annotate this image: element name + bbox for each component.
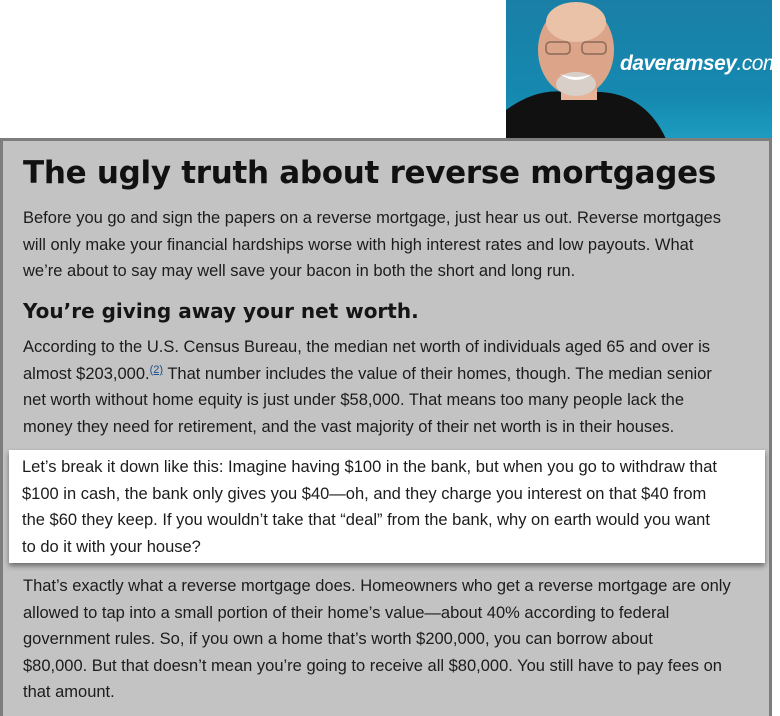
text-line: $100 in cash, the bank only gives you $40—oh, and they charge you interest on that $40 from (22, 484, 707, 503)
highlighted-callout (9, 450, 765, 563)
text-line: we’re about to say may well save your bacon in both the short and long run. (23, 262, 576, 280)
article-title: The ugly truth about reverse mortgages (23, 155, 717, 191)
article-panel (0, 138, 772, 716)
text: That number includes the value of their homes, though. The median senior (163, 364, 712, 383)
intro-paragraph (23, 205, 721, 285)
section-heading: You’re giving away your net worth. (23, 299, 419, 323)
text-line: Before you go and sign the papers on a reverse mortgage, just hear us out. Reverse mortgages (23, 209, 721, 227)
net-worth-paragraph (23, 334, 712, 440)
text-line: net worth without home equity is just under $58,000. That means too many people lack the (23, 391, 685, 409)
text-line (23, 361, 712, 388)
text-line: Let’s break it down like this: Imagine having $100 in the bank, but when you go to withdraw that (22, 458, 717, 476)
reverse-mortgage-paragraph (23, 573, 731, 706)
text-line: $80,000. But that doesn’t mean you’re going to receive all $80,000. You still have to pay fees on (23, 656, 722, 675)
text-line: That’s exactly what a reverse mortgage does. Homeowners who get a reverse mortgage are only (23, 577, 731, 595)
dave-ramsey-banner (506, 0, 780, 139)
text-line: According to the U.S. Census Bureau, the median net worth of individuals aged 65 and over is (23, 338, 710, 356)
footnote-link[interactable]: (2) (149, 363, 164, 376)
text-line: money they need for retirement, and the vast majority of their net worth is in their houses. (23, 417, 675, 436)
text-line: the $60 they keep. If you wouldn’t take that “deal” from the bank, why on earth would you want (22, 511, 710, 529)
callout-paragraph (22, 454, 717, 560)
brand-logo: daveramsey.com (620, 52, 780, 75)
text-line: government rules. So, if you own a home that’s worth $200,000, you can borrow about (23, 630, 653, 648)
text-line: will only make your financial hardships worse with high interest rates and low payouts. What (23, 235, 694, 254)
text-line: to do it with your house? (22, 537, 201, 556)
text: almost $203,000. (23, 364, 150, 383)
text-line: that amount. (23, 683, 115, 701)
text-line: allowed to tap into a small portion of their home’s value—about 40% according to federal (23, 603, 670, 622)
